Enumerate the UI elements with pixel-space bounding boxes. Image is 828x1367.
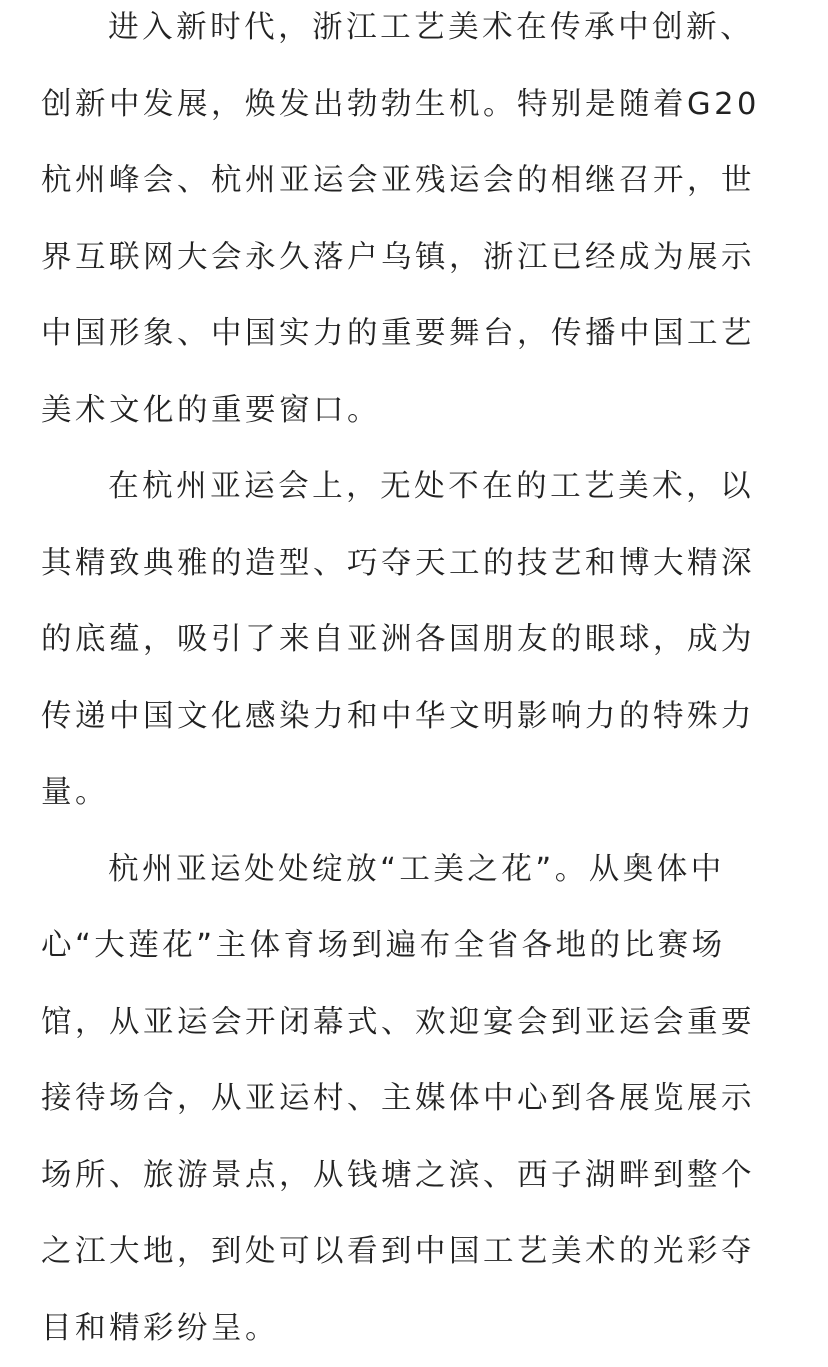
article-body xyxy=(41,0,787,1367)
article-paragraph: 进入新时代，浙江工艺美术在传承中创新、创新中发展，焕发出勃勃生机。特别是随着G20杭州峰会、杭州亚运会亚残运会的相继召开，世界互联网大会永久落户乌镇，浙江已经成为展示中国形象、中国实力的重要舞台，传播中国工艺美术文化的重要窗口。 xyxy=(41,0,787,449)
article-paragraph: 杭州亚运处处绽放“工美之花”。从奥体中心“大莲花”主体育场到遍布全省各地的比赛场馆，从亚运会开闭幕式、欢迎宴会到亚运会重要接待场合，从亚运村、主媒体中心到各展览展示场所、旅游景点，从钱塘之滨、西子湖畔到整个之江大地，到处可以看到中国工艺美术的光彩夺目和精彩纷呈。 xyxy=(41,832,787,1367)
article-paragraph: 在杭州亚运会上，无处不在的工艺美术，以其精致典雅的造型、巧夺天工的技艺和博大精深的底蕴，吸引了来自亚洲各国朋友的眼球，成为传递中国文化感染力和中华文明影响力的特殊力量。 xyxy=(41,449,787,832)
